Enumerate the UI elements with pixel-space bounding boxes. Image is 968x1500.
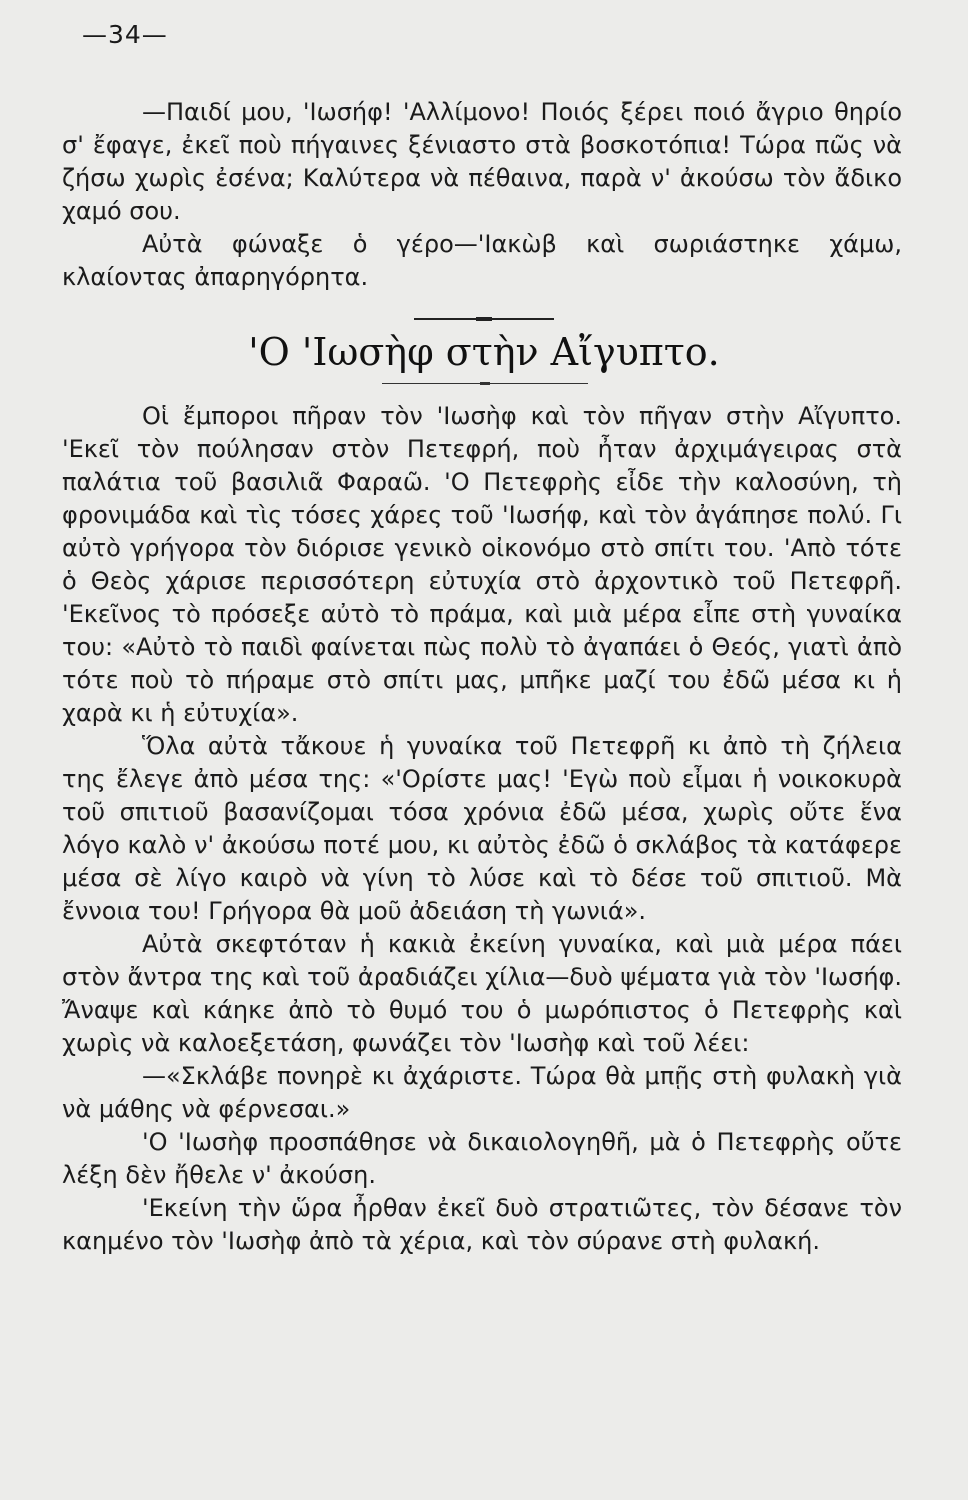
opening-text [62, 96, 902, 294]
paragraph: Αὐτὰ σκεφτόταν ἡ κακιὰ ἐκείνη γυναίκα, καὶ μιὰ μέρα πάει στὸν ἄντρα της καὶ τοῦ ἀραδιάζει χίλια—δυὸ ψέματα γιὰ τὸν 'Ιωσήφ. Ἄναψε καὶ κάηκε ἀπὸ τὸ θυμό του ὁ μωρόπιστος ὁ Πετεφρὴς καὶ χωρὶς νὰ καλοεξετάση, φωνάζει τὸν 'Ιωσὴφ καὶ τοῦ λέει: [62, 930, 902, 1057]
paragraph: 'Εκείνη τὴν ὥρα ἦρθαν ἐκεῖ δυὸ στρατιῶτες, τὸν δέσανε τὸν καημένο τὸν 'Ιωσὴφ ἀπὸ τὰ χέρια, καὶ τὸν σύρανε στὴ φυλακή. [62, 1194, 902, 1255]
title-divider-bottom [382, 383, 588, 384]
title-divider-top [414, 318, 554, 320]
paragraph: Αὐτὰ φώναξε ὁ γέρο—'Ιακὼβ καὶ σωριάστηκε χάμω, κλαίοντας ἀπαρηγόρητα. [62, 230, 902, 291]
chapter-text [62, 400, 902, 1258]
paragraph: —Παιδί μου, 'Ιωσήφ! 'Αλλίμονο! Ποιός ξέρει ποιό ἄγριο θηρίο σ' ἔφαγε, ἐκεῖ ποὺ πήγαινες ξένιαστο στὰ βοσκοτόπια! Τώρα πῶς νὰ ζήσω χωρὶς ἐσένα; Καλύτερα νὰ πέθαινα, παρὰ ν' ἀκούσω τὸν ἄδικο χαμό σου. [62, 98, 902, 225]
paragraph: Ὅλα αὐτὰ τἄκουε ἡ γυναίκα τοῦ Πετεφρῆ κι ἀπὸ τὴ ζήλεια της ἔλεγε ἀπὸ μέσα της: «'Ορίστε μας! 'Εγὼ ποὺ εἶμαι ἡ νοικοκυρὰ τοῦ σπιτιοῦ βασανίζομαι τόσα χρόνια ἐδῶ μέσα, χωρὶς οὔτε ἕνα λόγο καλὸ ν' ἀκούσω ποτέ μου, κι αὐτὸς ἐδῶ ὁ σκλάβος τὰ κατάφερε μέσα σὲ λίγο καιρὸ νὰ γίνη τὸ λύσε καὶ τὸ δέσε τοῦ σπιτιοῦ. Μὰ ἔννοια του! Γρήγορα θὰ μοῦ ἀδειάση τὴ γωνιά». [62, 732, 902, 925]
paragraph: —«Σκλάβε πονηρὲ κι ἀχάριστε. Τώρα θὰ μπῇς στὴ φυλακὴ γιὰ νὰ μάθης νὰ φέρνεσαι.» [62, 1062, 902, 1123]
paragraph: Οἱ ἔμποροι πῆραν τὸν 'Ιωσὴφ καὶ τὸν πῆγαν στὴν Αἴγυπτο. 'Εκεῖ τὸν πούλησαν στὸν Πετεφρή, ποὺ ἦταν ἀρχιμάγειρας στὰ παλάτια τοῦ βασιλιᾶ Φαραῶ. 'Ο Πετεφρὴς εἶδε τὴν καλοσύνη, τὴ φρονιμάδα καὶ τὶς τόσες χάρες τοῦ 'Ιωσήφ, καὶ τὸν ἀγάπησε πολύ. Γι αὐτὸ γρήγορα τὸν διόρισε γενικὸ οἰκονόμο στὸ σπίτι του. 'Απὸ τότε ὁ Θεὸς χάρισε περισσότερη εὐτυχία στὸ ἀρχοντικὸ τοῦ Πετεφρῆ. 'Εκεῖνος τὸ πρόσεξε αὐτὸ τὸ πράμα, καὶ μιὰ μέρα εἶπε στὴ γυναίκα του: «Αὐτὸ τὸ παιδὶ φαίνεται πὼς πολὺ τὸ ἀγαπάει ὁ Θεός, γιατὶ ἀπὸ τότε ποὺ τὸ πήραμε στὸ σπίτι μας, μπῆκε μαζί του ἐδῶ μέσα κι ἡ χαρὰ κι ἡ εὐτυχία». [62, 402, 902, 727]
chapter-title: 'Ο 'Ιωσὴφ στὴν Αἴγυπτο. [248, 330, 720, 374]
page-number: —34— [82, 20, 168, 49]
paragraph: 'Ο 'Ιωσὴφ προσπάθησε νὰ δικαιολογηθῆ, μὰ ὁ Πετεφρὴς οὔτε λέξη δὲν ἤθελε ν' ἀκούση. [62, 1128, 902, 1189]
